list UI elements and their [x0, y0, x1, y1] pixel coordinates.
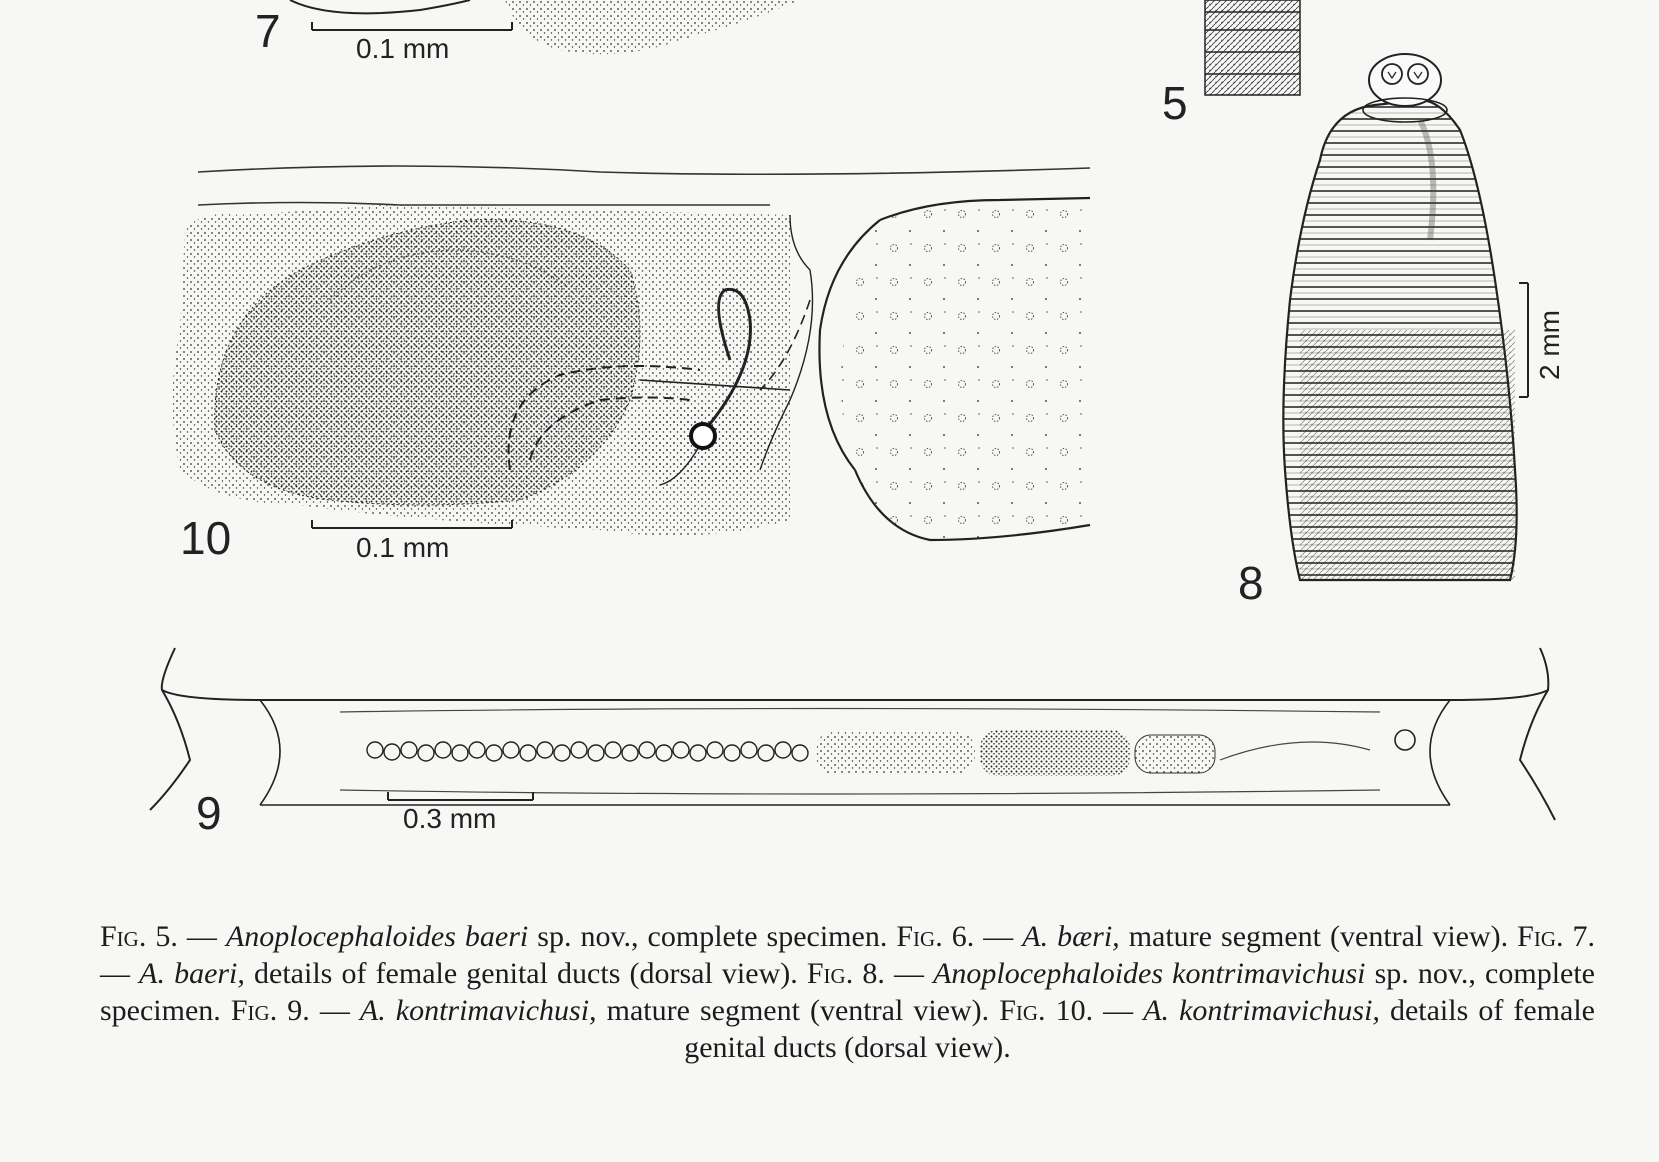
caption-segment: details of female genital ducts (dorsal view). [244, 957, 807, 990]
caption-segment: A. kontrimavichusi, [1143, 994, 1380, 1027]
fig7-scale-label: 0.1 mm [356, 33, 450, 64]
caption-segment: sp. nov., complete specimen. [528, 920, 897, 953]
fig9-drawing [150, 648, 1555, 820]
caption-segment: A. kontrimavichusi, [359, 994, 597, 1027]
caption-segment: mature segment (ventral view). [1119, 920, 1518, 953]
caption-segment: Fig. 10. — [999, 994, 1144, 1027]
fig8-number: 8 [1238, 557, 1264, 609]
caption-segment: A. baeri, [139, 957, 245, 990]
fig9-scale-label: 0.3 mm [403, 803, 497, 834]
fig7-number: 7 [255, 5, 281, 57]
fig10-number: 10 [180, 512, 232, 564]
caption-segment: mature segment (ventral view). [596, 994, 1000, 1027]
caption-segment: Fig. 9. — [230, 994, 360, 1027]
caption-segment: Fig. 6. — [896, 920, 1023, 953]
caption-segment: Fig. 5. — [100, 920, 226, 953]
caption-segment: A. bæri, [1022, 920, 1120, 953]
figure-caption [100, 918, 1595, 1066]
fig10-scale-label: 0.1 mm [356, 532, 450, 563]
fig5-drawing [1205, 0, 1300, 95]
caption-segment: details of female genital ducts (dorsal view). [684, 994, 1595, 1064]
caption-segment: Anoplocephaloides kontrimavichusi [933, 957, 1366, 990]
fig8-drawing [1283, 54, 1528, 580]
fig8-scale-label: 2 mm [1534, 310, 1565, 380]
fig10-drawing [173, 166, 1091, 540]
fig9-number: 9 [196, 787, 222, 839]
caption-segment: Anoplocephaloides baeri [225, 920, 529, 953]
caption-segment: Fig. 8. — [806, 957, 934, 990]
caption-segment: sp. nov., complete specimen. [100, 957, 1595, 1027]
caption-segment: Fig. 7. — [100, 920, 1596, 990]
fig9-eggs [367, 742, 808, 761]
fig5-number: 5 [1162, 77, 1188, 129]
